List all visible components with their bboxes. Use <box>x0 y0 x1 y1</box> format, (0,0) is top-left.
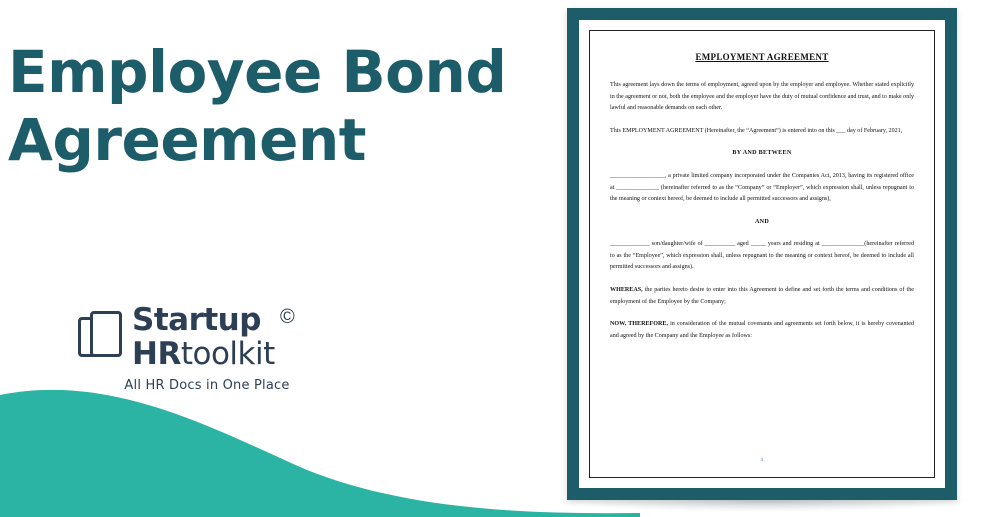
document-paragraph: _____________ son/daughter/wife of __________ aged _____ years and residing at ______________(hereinafter referred to as the “Employee”, which expression shall, unless repugnant to the meaning or context hereof, be deemed to include all permitted successors and assigns). <box>610 241 914 271</box>
document-page-border <box>589 30 935 478</box>
page-title-line-1: Employee Bond <box>8 38 507 106</box>
document-page <box>590 31 934 477</box>
document-paragraph: This EMPLOYMENT AGREEMENT (Hereinafter, the “Agreement”) is entered into on this ___ day of February, 2021, <box>610 127 903 134</box>
logo-line-startup: Startup <box>132 302 261 338</box>
logo-tagline: All HR Docs in One Place <box>124 378 290 393</box>
logo-wordmark <box>132 302 295 372</box>
document-body <box>610 80 914 342</box>
document-preview <box>567 8 957 500</box>
document-stack-icon <box>78 311 124 365</box>
document-page-number: 1 <box>760 456 764 463</box>
page-title-line-2: Agreement <box>8 106 366 175</box>
document-front-icon <box>90 311 122 357</box>
logo-line-hrtoolkit <box>132 336 275 372</box>
logo-row <box>78 302 348 372</box>
document-paragraph: __________________, a private limited company incorporated under the Companies Act, 2013, having its registered office at ______________ (hereinafter referred to as the “Company” or “Employer”, which expression shall, unless repugnant to the meaning or context hereof, be deemed to include all permitted successors and assigns), <box>610 172 914 203</box>
document-paragraph: This agreement lays down the terms of employment, agreed upon by the employer and employee. Whether stated explicitly in the agreement or not, both the employee and the employer have the duty of mutual confidence and trust, and to make only lawful and reasonable demands on each other. <box>610 82 914 112</box>
page-title <box>8 38 528 175</box>
logo-hr-text: HR <box>132 336 181 372</box>
copyright-symbol: © <box>280 306 295 328</box>
document-paragraph: WHEREAS, the parties hereto desire to enter into this Agreement to define and set forth the terms and conditions of the employment of the Employee by the Company; <box>610 287 914 305</box>
brand-logo <box>78 302 348 393</box>
document-heading: AND <box>754 218 770 225</box>
document-title: EMPLOYMENT AGREEMENT <box>695 52 829 62</box>
document-paragraph-lead: WHEREAS, <box>610 287 643 294</box>
document-paragraph-lead: NOW, THEREFORE, <box>610 321 668 328</box>
logo-toolkit-text: toolkit <box>180 336 275 372</box>
document-heading: BY AND BETWEEN <box>732 150 792 157</box>
document-paragraph: NOW, THEREFORE, in consideration of the mutual covenants and agreements set forth below, it is hereby covenanted and agreed by the Company and the Employee as follows: <box>610 321 914 339</box>
